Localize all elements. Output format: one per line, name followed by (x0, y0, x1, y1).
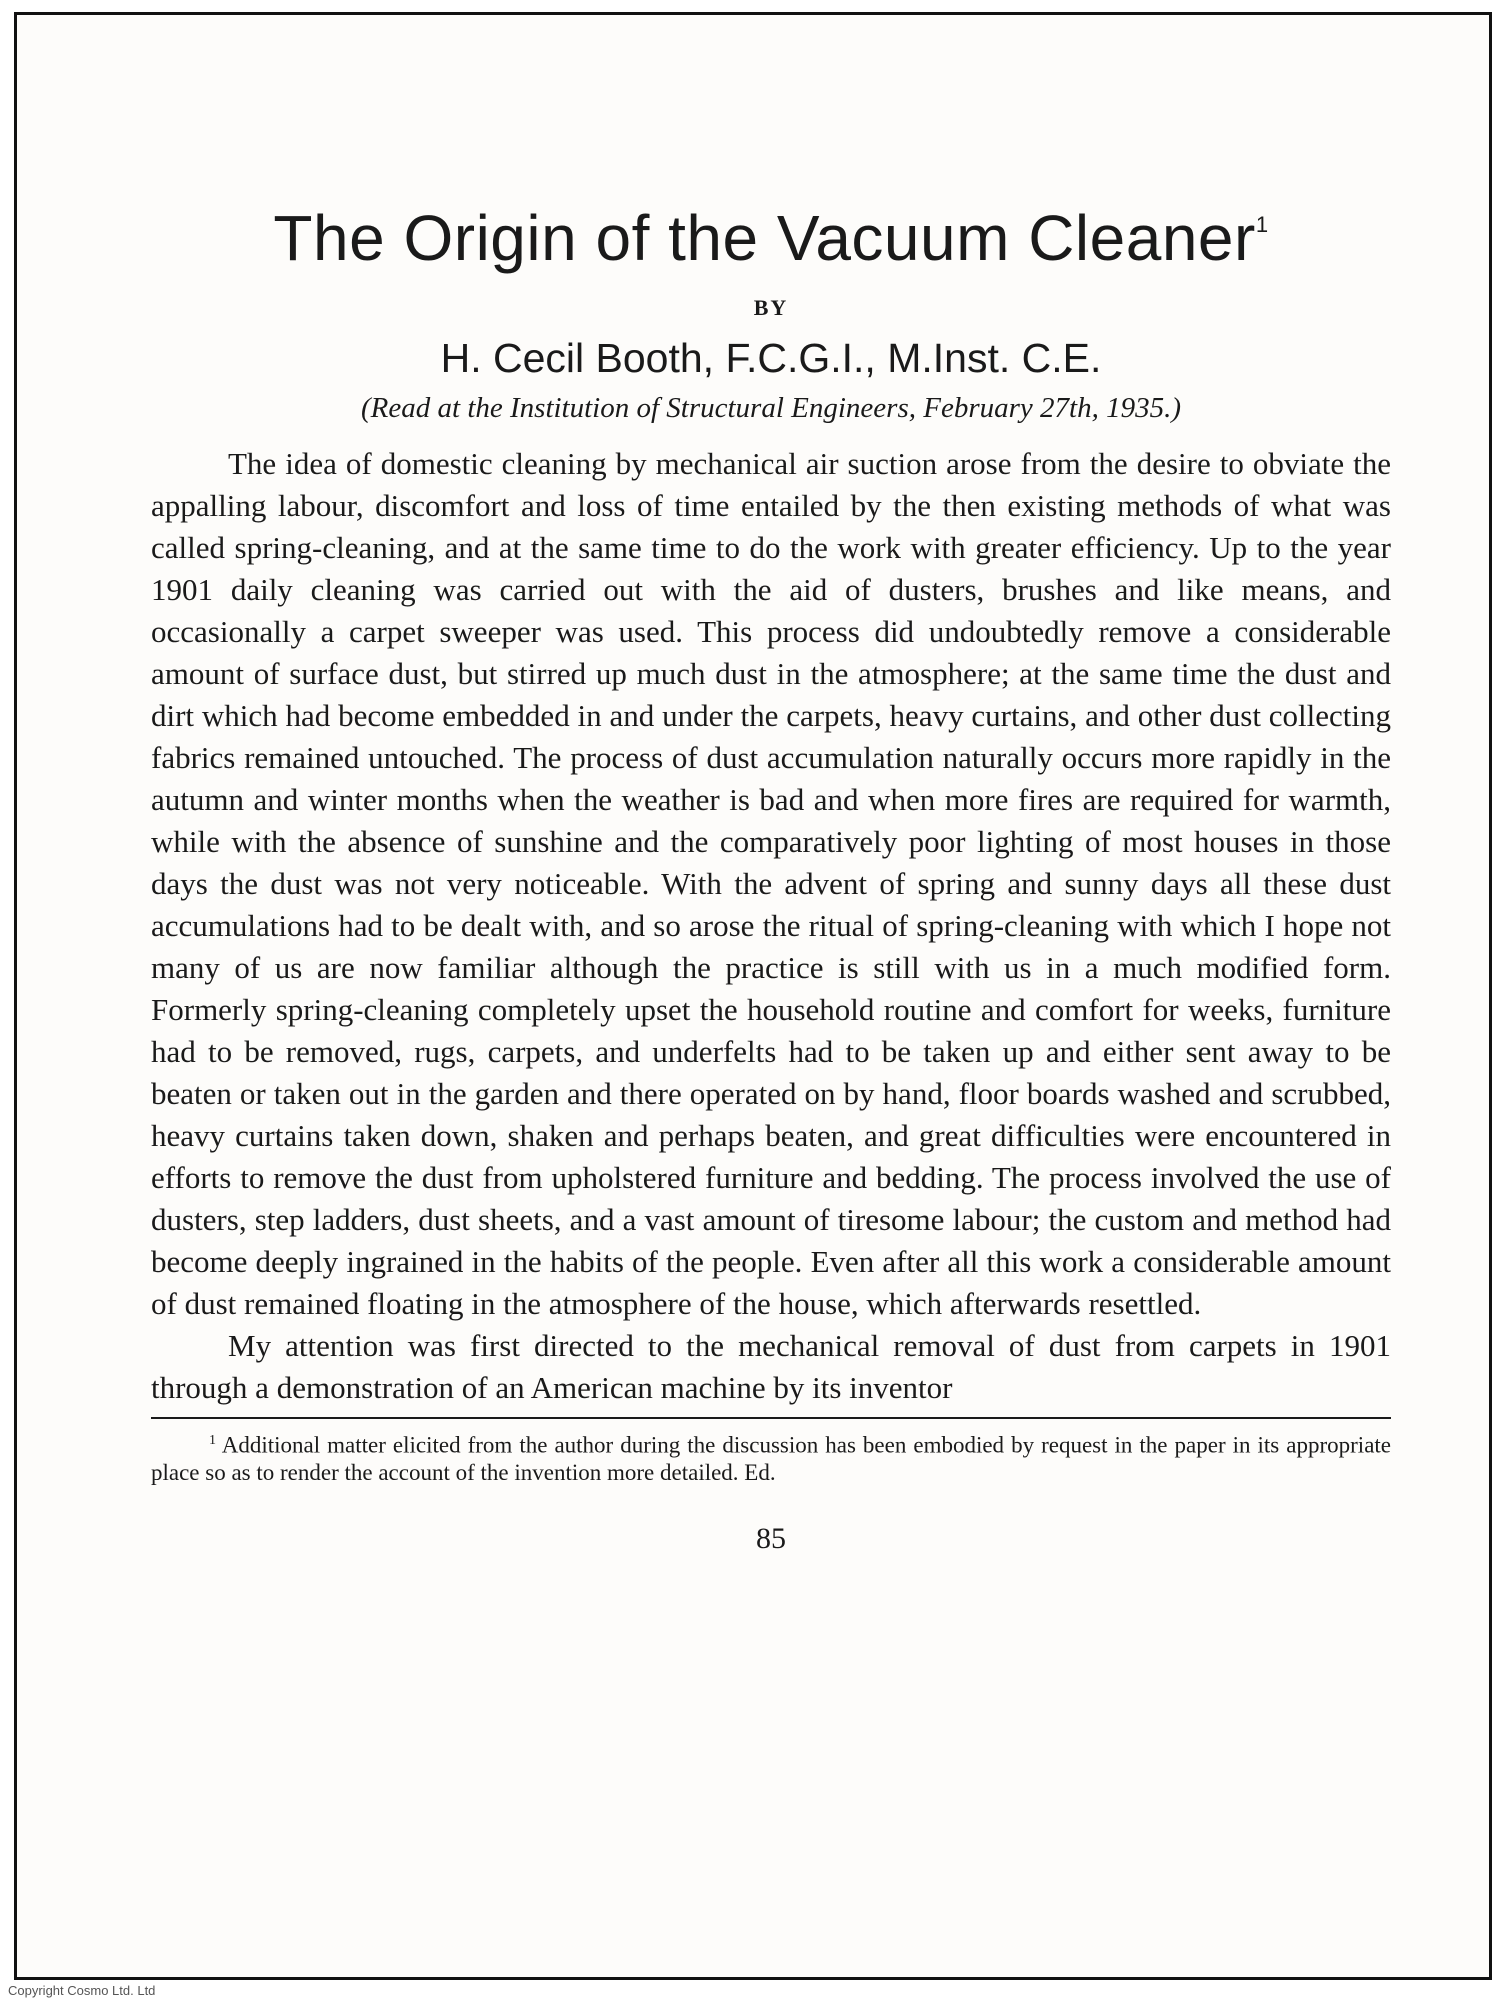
body-paragraph: My attention was first directed to the mechanical removal of dust from carpets in 1901 through a demonstration of an American machine by its inventor (151, 1328, 1391, 1406)
article-title-text: The Origin of the Vacuum Cleaner (273, 202, 1256, 274)
document-page (151, 55, 1391, 1556)
author-name: H. Cecil Booth, F.C.G.I., M.Inst. C.E. (440, 335, 1102, 382)
page-frame (14, 12, 1492, 1980)
footnote-divider (151, 1417, 1391, 1419)
title-footnote-mark: 1 (1255, 212, 1269, 237)
reading-note: (Read at the Institution of Structural Engineers, February 27th, 1935.) (361, 391, 1181, 424)
article-title (151, 203, 1391, 273)
footnote-mark: 1 (209, 1433, 216, 1449)
footnote (151, 1427, 1391, 1486)
footnote-text: Additional matter elicited from the author during the discussion has been embodied by request in the paper in its appropriate place so as to render the account of the invention more detailed. Ed. (151, 1432, 1391, 1485)
body-paragraph: The idea of domestic cleaning by mechanical air suction arose from the desire to obviate the appalling labour, discomfort and loss of time entailed by the then existing methods of what was called spring-cleaning, and at the same time to do the work with greater efficiency. Up to the year 1901 daily cleaning was carried out with the aid of dusters, brushes and like means, and occasionally a carpet sweeper was used. This process did undoubtedly remove a considerable amount of surface dust, but stirred up much dust in the atmosphere; at the same time the dust and dirt which had become embedded in and under the carpets, heavy curtains, and other dust collecting fabrics remained untouched. The process of dust accumulation naturally occurs more rapidly in the autumn and winter months when the weather is bad and when more fires are required for warmth, while with the absence of sunshine and the comparatively poor lighting of most houses in those days the dust was not very noticeable. With the advent of spring and sunny days all these dust accumulations had to be dealt with, and so arose the ritual of spring-cleaning with which I hope not many of us are now familiar although the practice is still with us in a much modified form. Formerly spring-cleaning completely upset the household routine and comfort for weeks, furniture had to be removed, rugs, carpets, and underfelts had to be taken up and either sent away to be beaten or taken out in the garden and there operated on by hand, floor boards washed and scrubbed, heavy curtains taken down, shaken and perhaps beaten, and great difficulties were encountered in efforts to remove the dust from upholstered furniture and bedding. The process involved the use of dusters, step ladders, dust sheets, and a vast amount of tiresome labour; the custom and method had become deeply ingrained in the habits of the people. Even after all this work a considerable amount of dust remained floating in the atmosphere of the house, which afterwards resettled. (151, 446, 1391, 1322)
article-body (151, 443, 1391, 1409)
page-number: 85 (756, 1521, 786, 1555)
copyright-notice: Copyright Cosmo Ltd. Ltd (8, 1983, 156, 1998)
byline-label: BY (753, 295, 789, 321)
